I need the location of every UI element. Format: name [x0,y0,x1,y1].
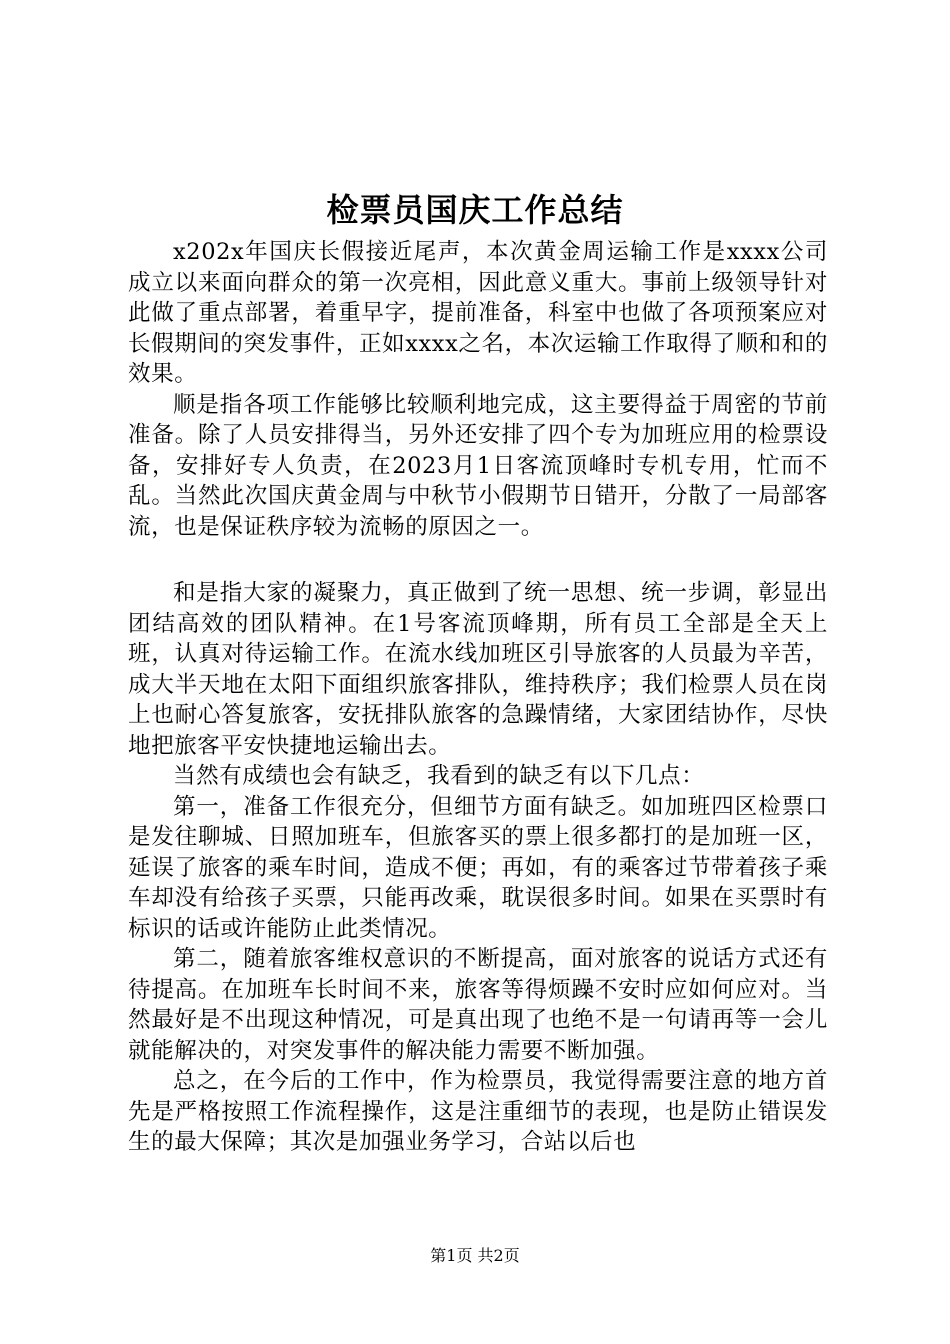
paragraph-second-point: 第二，随着旅客维权意识的不断提高，面对旅客的说话方式还有待提高。在加班车长时间不来，旅客等得烦躁不安时应如何应对。当然最好是不出现这种情况，可是真出现了也绝不是一句请再等一会儿就能解决的，对突发事件的解决能力需要不断加强。 [128,946,828,1064]
page-number: 第1页 共2页 [430,1246,520,1265]
paragraph-he: 和是指大家的凝聚力，真正做到了统一思想、统一步调，彰显出团结高效的团队精神。在1号客流顶峰期，所有员工全部是全天上班，认真对待运输工作。在流水线加班区引导旅客的人员最为辛苦，成大半天地在太阳下面组织旅客排队，维持秩序；我们检票人员在岗上也耐心答复旅客，安抚排队旅客的急躁情绪，大家团结协作，尽快地把旅客平安快捷地运输出去。 [128,580,828,759]
paragraph-conclusion: 总之，在今后的工作中，作为检票员，我觉得需要注意的地方首先是严格按照工作流程操作，这是注重细节的表现，也是防止错误发生的最大保障；其次是加强业务学习，合站以后也 [128,1068,828,1155]
paragraph-intro: x202x年国庆长假接近尾声，本次黄金周运输工作是xxxx公司成立以来面向群众的第一次亮相，因此意义重大。事前上级领导针对此做了重点部署，着重早字，提前准备，科室中也做了各项预案应对长假期间的突发事件，正如xxxx之名，本次运输工作取得了顺和和的效果。 [128,239,828,387]
paragraph-gap [128,542,828,578]
paragraph-shun: 顺是指各项工作能够比较顺利地完成，这主要得益于周密的节前准备。除了人员安排得当，另外还安排了四个专为加班应用的检票设备，安排好专人负责，在2023月1日客流顶峰时专机专用，忙而不乱。当然此次国庆黄金周与中秋节小假期节日错开，分散了一局部客流，也是保证秩序较为流畅的原因之一。 [128,391,828,540]
paragraph-shortcomings-intro: 当然有成绩也会有缺乏，我看到的缺乏有以下几点： [173,763,705,789]
paragraph-first-point: 第一，准备工作很充分，但细节方面有缺乏。如加班四区检票口是发往聊城、日照加班车，但旅客买的票上很多都打的是加班一区，延误了旅客的乘车时间，造成不便；再如，有的乘客过节带着孩子乘车却没有给孩子买票，只能再改乘，耽误很多时间。如果在买票时有标识的话或许能防止此类情况。 [128,793,828,942]
document-title: 检票员国庆工作总结 [326,191,624,229]
document-body [128,237,828,1158]
